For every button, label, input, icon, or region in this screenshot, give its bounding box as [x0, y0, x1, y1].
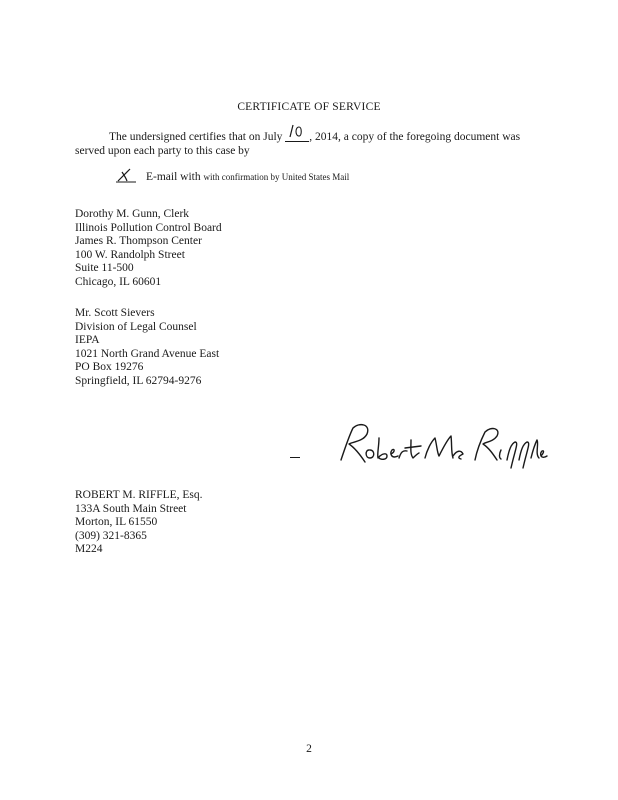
signature-drawing [335, 420, 550, 470]
signature-line [290, 457, 300, 458]
certification-paragraph [75, 129, 555, 158]
signer-line: Morton, IL 61550 [75, 516, 158, 529]
handwritten-day-drawing [287, 123, 307, 139]
recipient-address-2 [75, 307, 219, 389]
page-number: 2 [306, 743, 312, 755]
handwritten-signature [335, 420, 550, 475]
address-line: Suite 11-500 [75, 262, 134, 275]
certification-prefix: The undersigned certifies that on July [109, 131, 286, 143]
signer-line: (309) 321-8365 [75, 529, 147, 542]
service-method-detail: with confirmation by United States Mail [203, 172, 350, 182]
address-line: Chicago, IL 60601 [75, 275, 162, 288]
address-line: Mr. Scott Sievers [75, 307, 155, 319]
service-method [114, 167, 349, 183]
certification-line-1 [75, 129, 555, 144]
address-line: Dorothy M. Gunn, Clerk [75, 208, 190, 220]
address-line: Division of Legal Counsel [75, 320, 197, 333]
address-line: PO Box 19276 [75, 361, 144, 374]
signer-line: ROBERT M. RIFFLE, Esq. [75, 489, 203, 501]
certification-suffix: , 2014, a copy of the foregoing document was [309, 131, 521, 143]
page-title: CERTIFICATE OF SERVICE [237, 101, 381, 113]
signer-address [75, 489, 203, 557]
signer-line: 133A South Main Street [75, 502, 187, 515]
address-line: James R. Thompson Center [75, 235, 202, 248]
recipient-address-1 [75, 208, 222, 290]
address-line: IEPA [75, 334, 100, 347]
address-line: Springfield, IL 62794-9276 [75, 374, 202, 387]
handwritten-checkmark [114, 167, 138, 183]
checkmark-icon [114, 167, 138, 183]
service-method-label: E-mail with [146, 171, 204, 183]
address-line: 1021 North Grand Avenue East [75, 347, 220, 360]
handwritten-day [285, 129, 309, 142]
address-line: 100 W. Randolph Street [75, 248, 185, 261]
address-line: Illinois Pollution Control Board [75, 221, 222, 234]
certification-line-2: served upon each party to this case by [75, 145, 250, 157]
signer-line: M224 [75, 543, 103, 556]
